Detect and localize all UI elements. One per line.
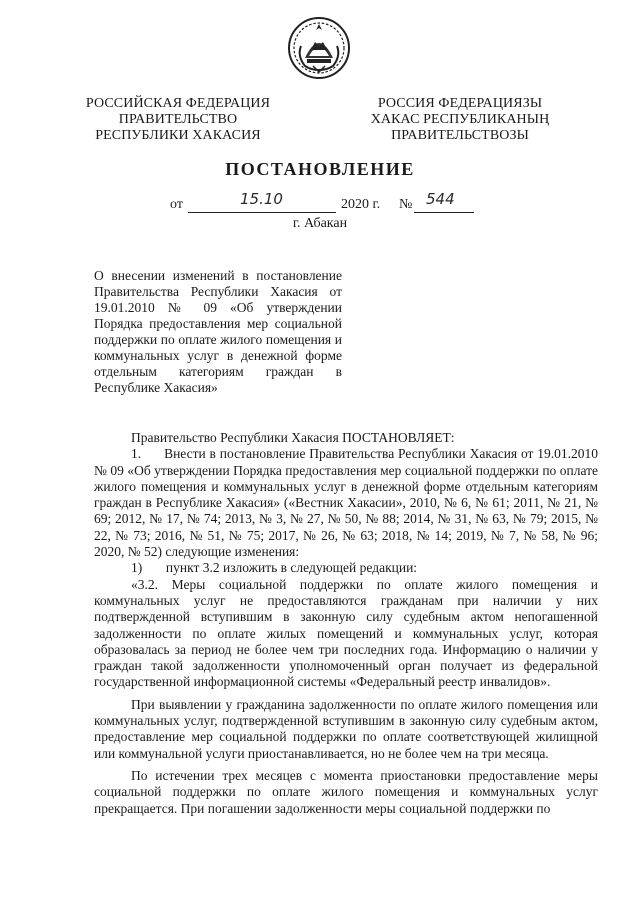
paragraph-termination: По истечении трех месяцев с момента приостановки предоставление меры социальной поддержки по оплате жилого помещения и коммунальных услуг прекращается. При погашении задолженности меры социальной поддержки по bbox=[94, 767, 598, 816]
paragraph-suspension: При выявлении у гражданина задолженности по оплате жилого помещения или коммунальных услуг, подтвержденной вступившим в законную силу судебным актом, предоставление мер социальной поддержки по оплате соответствующей жилищной или коммунальной услуги приостанавливается, но не более чем на три месяца. bbox=[94, 696, 598, 761]
header-left-line: ПРАВИТЕЛЬСТВО bbox=[118, 112, 238, 127]
header-left bbox=[63, 96, 293, 144]
header-left-line: РЕСПУБЛИКИ ХАКАСИЯ bbox=[95, 128, 261, 143]
year: 2020 г. bbox=[341, 197, 381, 212]
item-1: 1. Внести в постановление Правительства Республики Хакасия от 19.01.2010 № 09 «Об утверждении Порядка предоставления мер социальной поддержки по оплате жилого помещения и коммунальных услуг в денежной форме отдельным категориям граждан в Республике Хакасия» («Вестник Хакасии», 2010, № 6, № 61; 2011, № 21, № 69; 2012, № 17, № 74; 2013, № 3, № 27, № 50, № 88; 2014, № 31, № 63, № 79; 2015, № 22, № 73; 2016, № 51, № 75; 2017, № 26, № 63; 2018, № 14; 2019, № 7, № 58, № 96; 2020, № 52) следующие изменения: bbox=[94, 446, 598, 560]
handwritten-date: 15.10 bbox=[240, 190, 283, 208]
date-prefix: от bbox=[170, 197, 183, 212]
coat-of-arms-icon bbox=[287, 16, 351, 80]
subject-heading: О внесении изменений в постановление Правительства Республики Хакасия от 19.01.2010 № 09 «Об утверждении Порядка предоставления мер социальной поддержки по оплате жилого помещения и коммунальных услуг в денежной форме отдельным категориям граждан в Республике Хакасия» bbox=[94, 268, 342, 395]
number-label: № bbox=[399, 197, 413, 212]
subitem-1: 1) пункт 3.2 изложить в следующей редакции: bbox=[131, 560, 418, 576]
date-number-line bbox=[0, 190, 640, 216]
header-left-line: РОССИЙСКАЯ ФЕДЕРАЦИЯ bbox=[85, 96, 271, 111]
document-title: ПОСТАНОВЛЕНИЕ bbox=[225, 159, 415, 179]
header-right bbox=[345, 96, 575, 144]
header-right-line: ПРАВИТЕЛЬСТВОЗЫ bbox=[391, 128, 529, 143]
paragraph-3-2: «3.2. Меры социальной поддержки по оплате жилого помещения и коммунальных услуг не предоставляются гражданам при наличии у них подтвержденной вступившим в законную силу судебным актом непогашенной задолженности по оплате жилых помещений и коммунальных услуг, которая образовалась за период не более чем три последних года. Информацию о наличии у граждан такой задолженности уполномоченный орган получает из федеральной государственной информационной системы «Федеральный реестр инвалидов». bbox=[94, 576, 598, 690]
handwritten-number: 544 bbox=[426, 190, 455, 208]
header-right-line: РОССИЯ ФЕДЕРАЦИЯЗЫ bbox=[377, 96, 543, 111]
header-right-line: ХАКАС РЕСПУБЛИКАНЫҢ bbox=[370, 112, 550, 127]
decree-line: Правительство Республики Хакасия ПОСТАНОВЛЯЕТ: bbox=[131, 430, 455, 445]
document-body bbox=[94, 430, 598, 817]
city: г. Абакан bbox=[292, 216, 348, 231]
